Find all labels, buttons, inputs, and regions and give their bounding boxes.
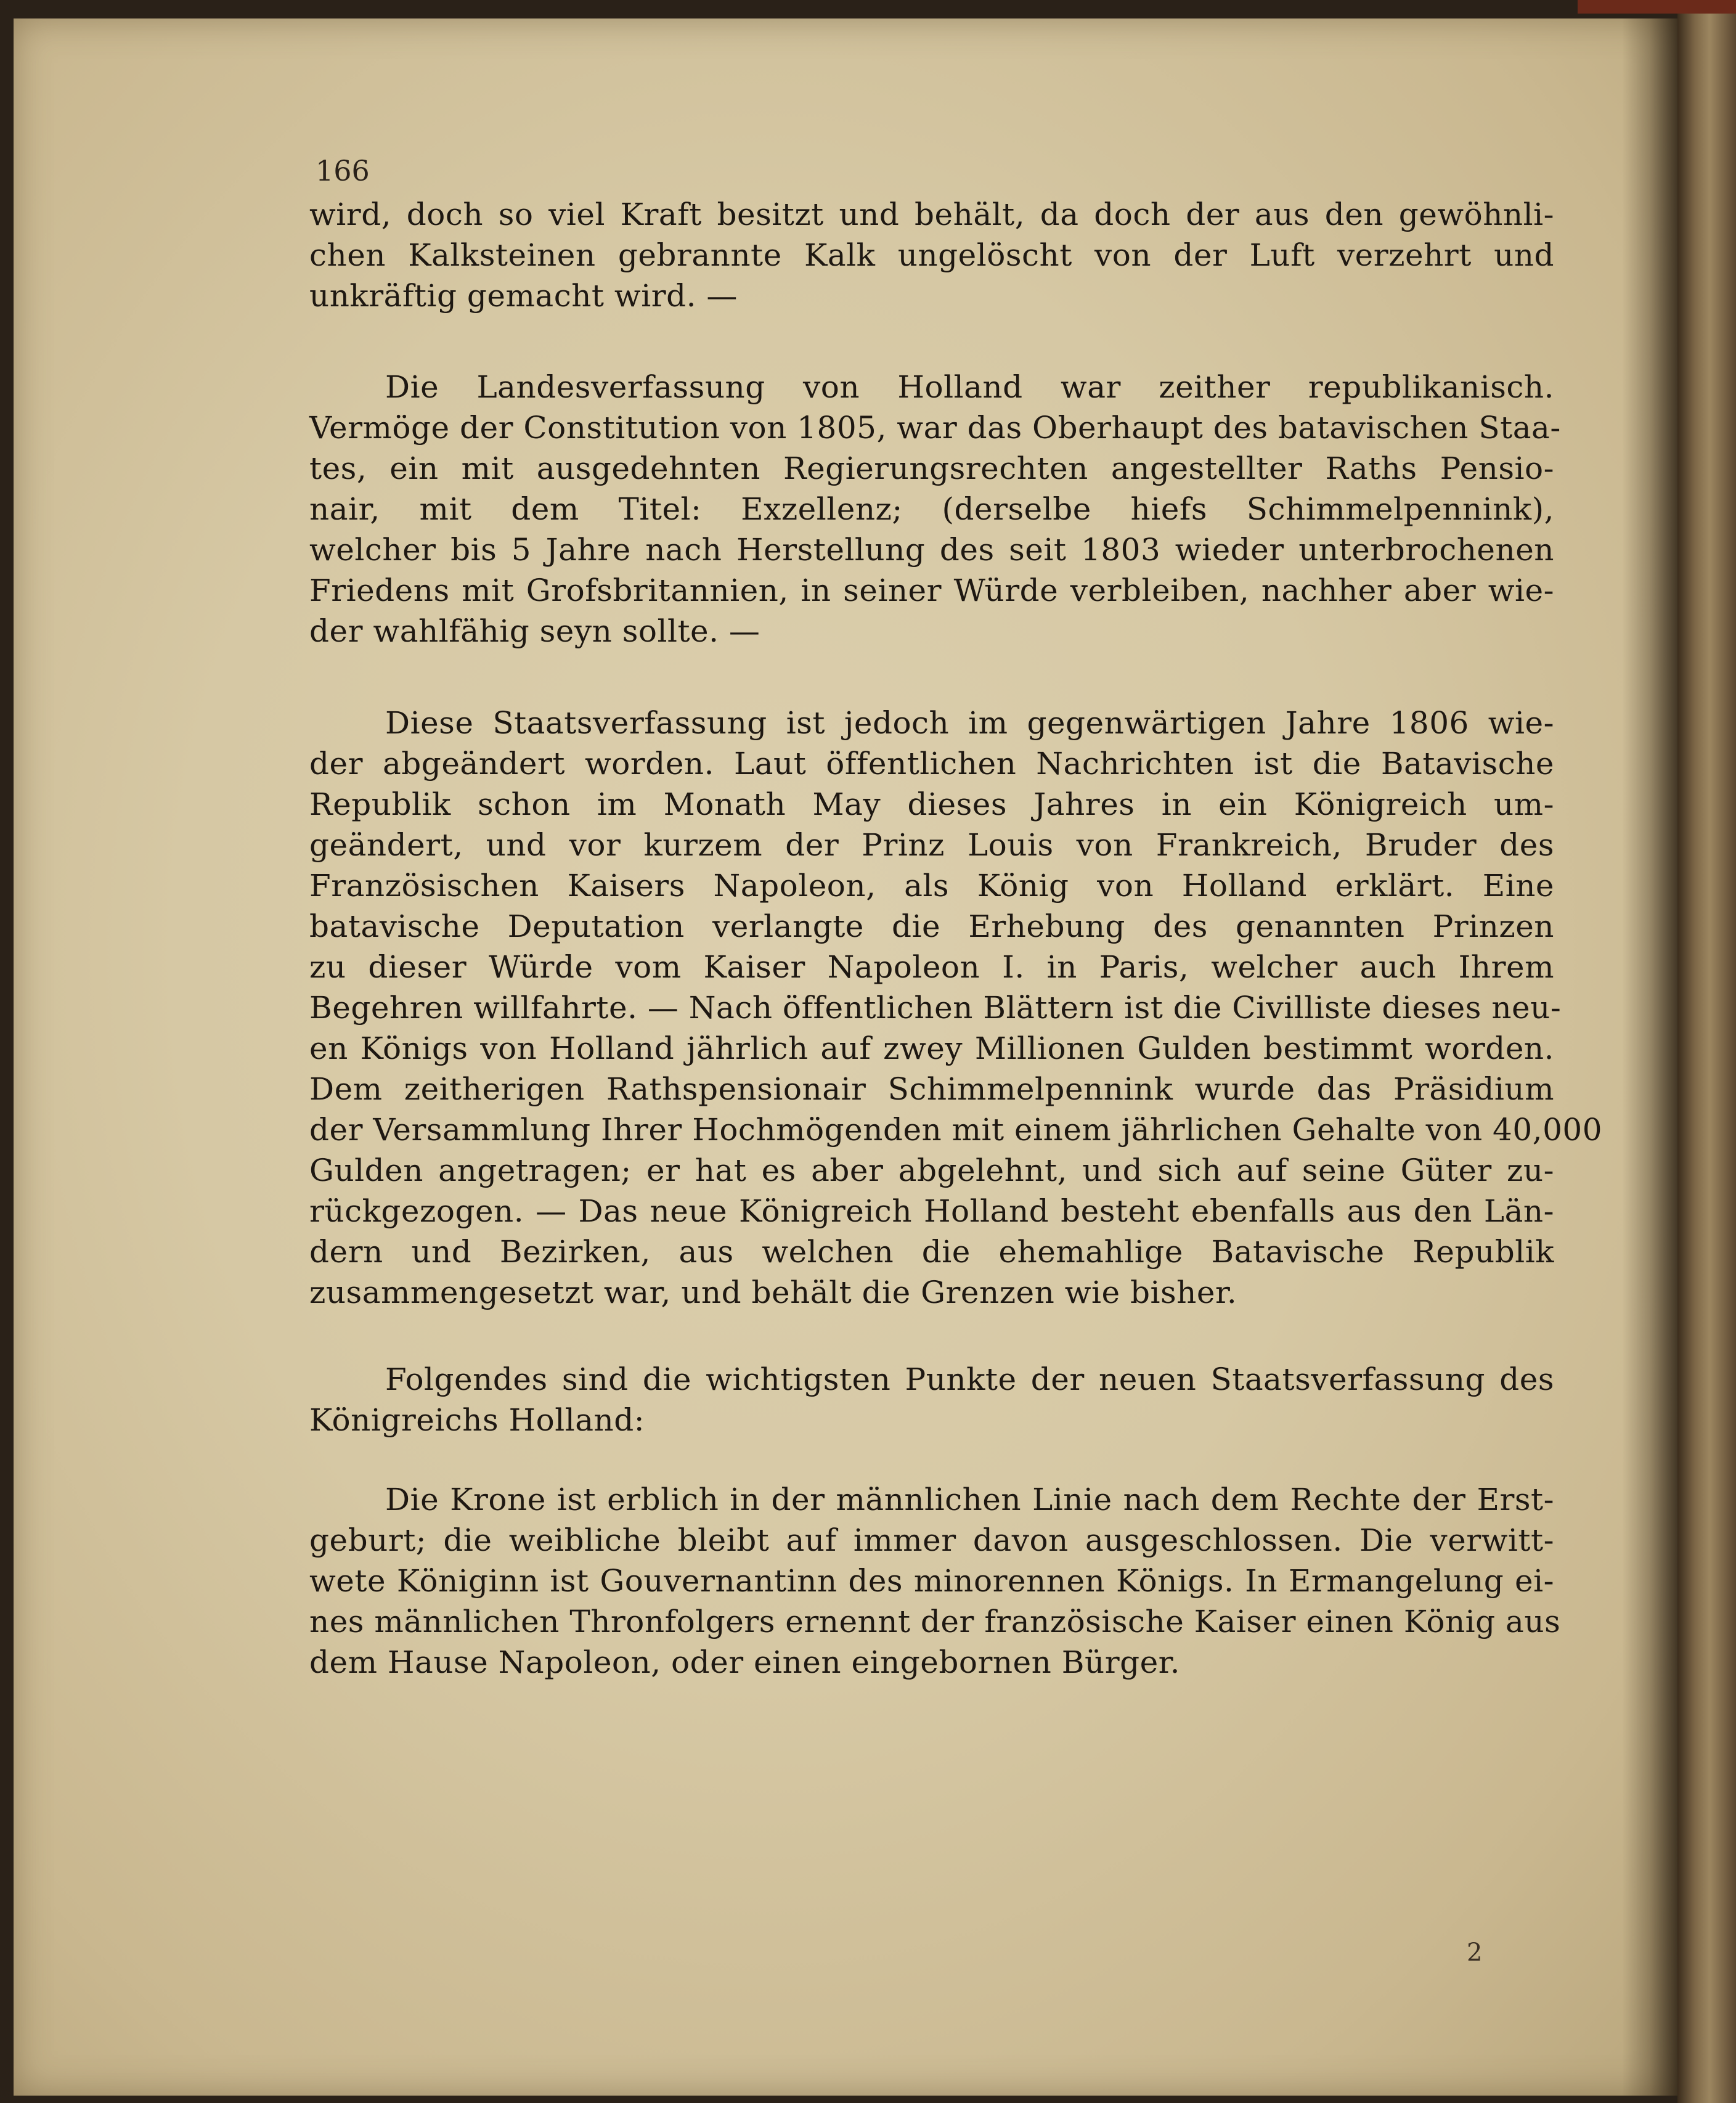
text-line: Dem zeitherigen Rathspensionair Schimmelpennink wurde das Präsidium — [309, 1071, 1554, 1107]
text-line: en Königs von Holland jährlich auf zwey Millionen Gulden bestimmt worden. — [309, 1031, 1554, 1066]
text-line: nes männlichen Thronfolgers ernennt der französische Kaiser einen König aus — [309, 1604, 1561, 1640]
text-line: Republik schon im Monath May dieses Jahres in ein Königreich um- — [309, 786, 1554, 822]
text-line: Friedens mit Grofsbritannien, in seiner Würde verbleiben, nachher aber wie- — [309, 573, 1554, 608]
text-line: geburt; die weibliche bleibt auf immer davon ausgeschlossen. Die verwitt- — [309, 1522, 1554, 1558]
text-line: zusammengesetzt war, und behält die Grenzen wie bisher. — [309, 1275, 1237, 1310]
text-line: wete Königinn ist Gouvernantinn des minorennen Königs. In Ermangelung ei- — [309, 1563, 1554, 1599]
text-line: nair, mit dem Titel: Exzellenz; (derselbe hiefs Schimmelpennink), — [309, 491, 1554, 527]
text-line: zu dieser Würde vom Kaiser Napoleon I. in Paris, welcher auch Ihrem — [309, 949, 1554, 985]
text-line: chen Kalksteinen gebrannte Kalk ungelöscht von der Luft verzehrt und — [309, 237, 1554, 273]
text-line: Gulden angetragen; er hat es aber abgelehnt, und sich auf seine Güter zu- — [309, 1153, 1554, 1188]
text-line: der wahlfähig seyn sollte. — — [309, 613, 760, 649]
text-line: dern und Bezirken, aus welchen die ehemahlige Batavische Republik — [309, 1234, 1554, 1270]
text-line: Diese Staatsverfassung ist jedoch im gegenwärtigen Jahre 1806 wie- — [385, 705, 1554, 741]
text-line: tes, ein mit ausgedehnten Regierungsrechten angestellter Raths Pensio- — [309, 451, 1554, 486]
text-line: batavische Deputation verlangte die Erhebung des genannten Prinzen — [309, 909, 1554, 944]
text-line: wird, doch so viel Kraft besitzt und behält, da doch der aus den gewöhnli- — [309, 197, 1554, 232]
binding-edge — [1578, 0, 1736, 14]
next-page-edge — [1677, 0, 1736, 2103]
text-line: Französischen Kaisers Napoleon, als König von Holland erklärt. Eine — [309, 868, 1554, 904]
text-line: welcher bis 5 Jahre nach Herstellung des seit 1803 wieder unterbrochenen — [309, 532, 1554, 568]
text-line: Vermöge der Constitution von 1805, war das Oberhaupt des batavischen Staa- — [309, 410, 1561, 446]
text-line: dem Hause Napoleon, oder einen eingebornen Bürger. — [309, 1644, 1180, 1680]
text-line: geändert, und vor kurzem der Prinz Louis von Frankreich, Bruder des — [309, 827, 1554, 863]
text-line: unkräftig gemacht wird. — — [309, 278, 738, 314]
gutter-shadow — [1622, 18, 1677, 2096]
text-line: rückgezogen. — Das neue Königreich Holland besteht ebenfalls aus den Län- — [309, 1193, 1554, 1229]
corner-mark: 2 — [1467, 1938, 1483, 1967]
text-line: Die Landesverfassung von Holland war zeither republikanisch. — [385, 369, 1554, 405]
text-line: der Versammlung Ihrer Hochmögenden mit einem jährlichen Gehalte von 40,000 — [309, 1112, 1603, 1148]
text-line: der abgeändert worden. Laut öffentlichen Nachrichten ist die Batavische — [309, 746, 1554, 782]
text-line: Die Krone ist erblich in der männlichen Linie nach dem Rechte der Erst- — [385, 1482, 1554, 1517]
text-line: Königreichs Holland: — [309, 1402, 645, 1438]
page-number: 166 — [316, 154, 370, 187]
text-line: Folgendes sind die wichtigsten Punkte der neuen Staatsverfassung des — [385, 1362, 1554, 1397]
text-line: Begehren willfahrte. — Nach öffentlichen Blättern ist die Civilliste dieses neu- — [309, 990, 1562, 1026]
